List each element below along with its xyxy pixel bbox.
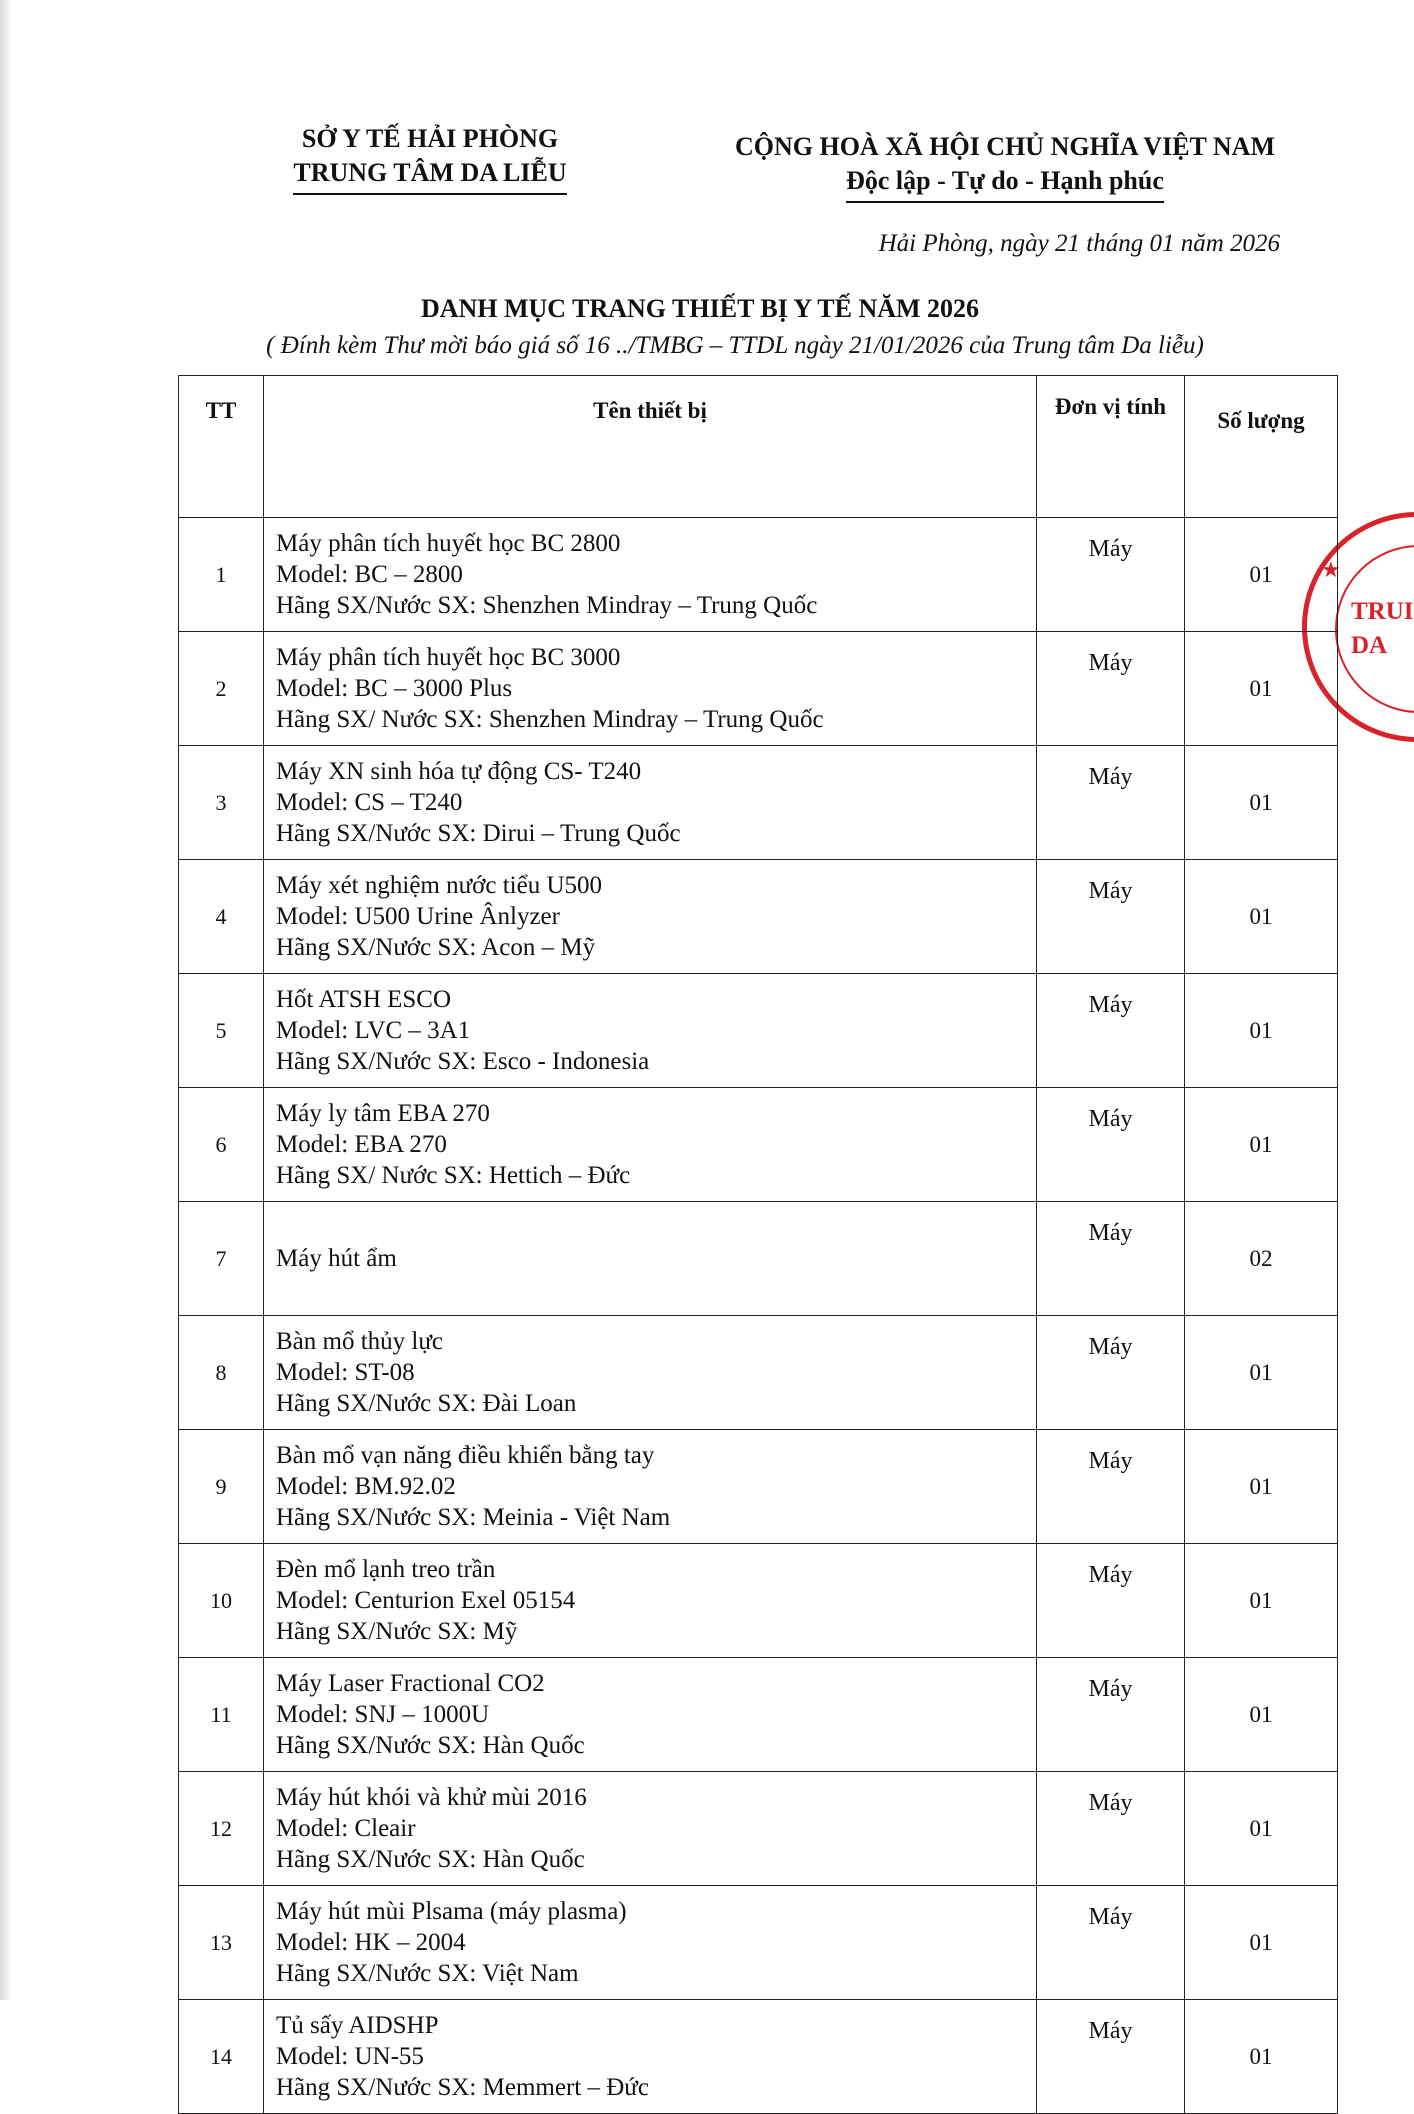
- unit-cell: Máy: [1037, 1088, 1185, 1202]
- quantity-cell: 01: [1185, 1658, 1338, 1772]
- unit-cell: Máy: [1037, 1886, 1185, 2000]
- equipment-name: Đèn mổ lạnh treo trần: [276, 1556, 496, 1583]
- org-line-2-wrap: [240, 156, 620, 195]
- star-icon: ★: [1321, 557, 1341, 582]
- equipment-name: Máy hút khói và khử mùi 2016: [276, 1784, 587, 1811]
- header-tt: TT: [179, 376, 264, 518]
- stamp-text: [1351, 595, 1414, 663]
- unit-cell: Máy: [1037, 1772, 1185, 1886]
- quantity-cell: 01: [1185, 632, 1338, 746]
- equipment-maker: Hãng SX/Nước SX: Shenzhen Mindray – Trung Quốc: [276, 592, 818, 619]
- row-number: 1: [179, 518, 264, 632]
- equipment-cell: [264, 518, 1037, 632]
- equipment-name: Máy Laser Fractional CO2: [276, 1670, 545, 1697]
- unit-cell: Máy: [1037, 1316, 1185, 1430]
- quantity-cell: 01: [1185, 860, 1338, 974]
- equipment-name: Máy phân tích huyết học BC 2800: [276, 530, 621, 557]
- quantity-cell: 01: [1185, 1430, 1338, 1544]
- quantity-cell: 01: [1185, 1088, 1338, 1202]
- table-row: [179, 1088, 1338, 1202]
- equipment-name: Máy XN sinh hóa tự động CS- T240: [276, 758, 642, 785]
- equipment-cell: [264, 1088, 1037, 1202]
- equipment-cell: [264, 632, 1037, 746]
- equipment-maker: Hãng SX/Nước SX: Mỹ: [276, 1618, 518, 1645]
- document-title: DANH MỤC TRANG THIẾT BỊ Y TẾ NĂM 2026: [420, 294, 980, 323]
- equipment-maker: Hãng SX/Nước SX: Memmert – Đức: [276, 2074, 649, 2101]
- quantity-cell: 01: [1185, 1886, 1338, 2000]
- quantity-cell: 01: [1185, 1316, 1338, 1430]
- table-row: [179, 860, 1338, 974]
- stamp-text-line-1: TRUI: [1351, 598, 1414, 625]
- equipment-maker: Hãng SX/Nước SX: Hàn Quốc: [276, 1732, 585, 1759]
- issuing-organization: [240, 122, 620, 195]
- equipment-maker: Hãng SX/ Nước SX: Shenzhen Mindray – Trung Quốc: [276, 706, 824, 733]
- quantity-cell: 01: [1185, 518, 1338, 632]
- row-number: 5: [179, 974, 264, 1088]
- table-row: [179, 1202, 1338, 1316]
- equipment-maker: Hãng SX/Nước SX: Việt Nam: [276, 1960, 579, 1987]
- unit-cell: Máy: [1037, 974, 1185, 1088]
- nation-line-2-wrap: [680, 164, 1330, 203]
- table-row: [179, 518, 1338, 632]
- equipment-maker: Hãng SX/ Nước SX: Hettich – Đức: [276, 1162, 631, 1189]
- equipment-maker: Hãng SX/Nước SX: Dirui – Trung Quốc: [276, 820, 681, 847]
- equipment-cell: [264, 1544, 1037, 1658]
- table-row: [179, 1886, 1338, 2000]
- equipment-model: Model: EBA 270: [276, 1131, 447, 1158]
- equipment-model: Model: SNJ – 1000U: [276, 1701, 490, 1728]
- table-row: [179, 1430, 1338, 1544]
- equipment-cell: [264, 1202, 1037, 1316]
- equipment-name: Máy hút ẩm: [276, 1245, 397, 1272]
- table-row: [179, 1316, 1338, 1430]
- equipment-cell: [264, 1658, 1037, 1772]
- nation-line-2: Độc lập - Tự do - Hạnh phúc: [846, 164, 1164, 203]
- row-number: 6: [179, 1088, 264, 1202]
- table-row: [179, 1772, 1338, 1886]
- equipment-name: Hốt ATSH ESCO: [276, 986, 452, 1013]
- equipment-model: Model: BC – 3000 Plus: [276, 675, 513, 702]
- row-number: 9: [179, 1430, 264, 1544]
- equipment-cell: [264, 746, 1037, 860]
- date-line: Hải Phòng, ngày 21 tháng 01 năm 2026: [878, 230, 1280, 257]
- equipment-model: Model: Centurion Exel 05154: [276, 1587, 576, 1614]
- unit-cell: Máy: [1037, 746, 1185, 860]
- equipment-model: Model: UN-55: [276, 2043, 424, 2070]
- unit-cell: Máy: [1037, 1202, 1185, 1316]
- table-row: [179, 746, 1338, 860]
- equipment-name: Bàn mổ vạn năng điều khiển bằng tay: [276, 1442, 655, 1469]
- quantity-cell: 01: [1185, 746, 1338, 860]
- national-motto: [680, 130, 1330, 203]
- page-edge-shadow: [0, 0, 12, 2000]
- equipment-model: Model: ST-08: [276, 1359, 415, 1386]
- row-number: 12: [179, 1772, 264, 1886]
- equipment-model: Model: BM.92.02: [276, 1473, 456, 1500]
- document-subtitle: ( Đính kèm Thư mời báo giá số 16 ../TMBG – TTDL ngày 21/01/2026 của Trung tâm Da liễu): [266, 332, 1204, 359]
- row-number: 4: [179, 860, 264, 974]
- header-name: Tên thiết bị: [264, 376, 1037, 518]
- equipment-name: Bàn mổ thủy lực: [276, 1328, 444, 1355]
- equipment-model: Model: HK – 2004: [276, 1929, 466, 1956]
- equipment-maker: Hãng SX/Nước SX: Meinia - Việt Nam: [276, 1504, 671, 1531]
- equipment-model: Model: BC – 2800: [276, 561, 463, 588]
- unit-cell: Máy: [1037, 1544, 1185, 1658]
- table-row: [179, 632, 1338, 746]
- equipment-cell: [264, 1430, 1037, 1544]
- table-body: [179, 518, 1338, 2114]
- equipment-name: Tủ sấy AIDSHP: [276, 2012, 439, 2039]
- equipment-cell: [264, 1886, 1037, 2000]
- equipment-table: [178, 375, 1338, 2114]
- table-row: [179, 974, 1338, 1088]
- quantity-cell: 02: [1185, 1202, 1338, 1316]
- quantity-cell: 01: [1185, 2000, 1338, 2114]
- equipment-cell: [264, 1772, 1037, 1886]
- quantity-cell: 01: [1185, 1544, 1338, 1658]
- equipment-cell: [264, 860, 1037, 974]
- row-number: 8: [179, 1316, 264, 1430]
- row-number: 14: [179, 2000, 264, 2114]
- header-unit: Đơn vị tính: [1037, 376, 1185, 518]
- equipment-maker: Hãng SX/Nước SX: Hàn Quốc: [276, 1846, 585, 1873]
- header-qty: Số lượng: [1185, 376, 1338, 518]
- quantity-cell: 01: [1185, 1772, 1338, 1886]
- table-row: [179, 1544, 1338, 1658]
- equipment-cell: [264, 1316, 1037, 1430]
- table-header-row: [179, 376, 1338, 518]
- nation-line-1: CỘNG HOÀ XÃ HỘI CHỦ NGHĨA VIỆT NAM: [734, 132, 1276, 161]
- table-row: [179, 1658, 1338, 1772]
- quantity-cell: 01: [1185, 974, 1338, 1088]
- org-line-1: SỞ Y TẾ HẢI PHÒNG: [301, 124, 559, 153]
- equipment-maker: Hãng SX/Nước SX: Đài Loan: [276, 1390, 577, 1417]
- equipment-name: Máy xét nghiệm nước tiểu U500: [276, 872, 603, 899]
- equipment-name: Máy hút mùi Plsama (máy plasma): [276, 1898, 627, 1925]
- unit-cell: Máy: [1037, 1658, 1185, 1772]
- unit-cell: Máy: [1037, 1430, 1185, 1544]
- unit-cell: Máy: [1037, 2000, 1185, 2114]
- equipment-name: Máy phân tích huyết học BC 3000: [276, 644, 621, 671]
- row-number: 2: [179, 632, 264, 746]
- unit-cell: Máy: [1037, 518, 1185, 632]
- equipment-model: Model: LVC – 3A1: [276, 1017, 471, 1044]
- row-number: 7: [179, 1202, 264, 1316]
- org-line-2: TRUNG TÂM DA LIỄU: [293, 156, 566, 195]
- equipment-maker: Hãng SX/Nước SX: Acon – Mỹ: [276, 934, 596, 961]
- equipment-maker: Hãng SX/Nước SX: Esco - Indonesia: [276, 1048, 650, 1075]
- unit-cell: Máy: [1037, 632, 1185, 746]
- equipment-model: Model: CS – T240: [276, 789, 463, 816]
- row-number: 3: [179, 746, 264, 860]
- table-row: [179, 2000, 1338, 2114]
- row-number: 11: [179, 1658, 264, 1772]
- unit-cell: Máy: [1037, 860, 1185, 974]
- equipment-model: Model: U500 Urine Ânlyzer: [276, 903, 560, 930]
- equipment-name: Máy ly tâm EBA 270: [276, 1100, 490, 1127]
- row-number: 10: [179, 1544, 264, 1658]
- stamp-text-line-2: DA: [1351, 632, 1388, 659]
- equipment-model: Model: Cleair: [276, 1815, 416, 1842]
- equipment-cell: [264, 974, 1037, 1088]
- row-number: 13: [179, 1886, 264, 2000]
- equipment-cell: [264, 2000, 1037, 2114]
